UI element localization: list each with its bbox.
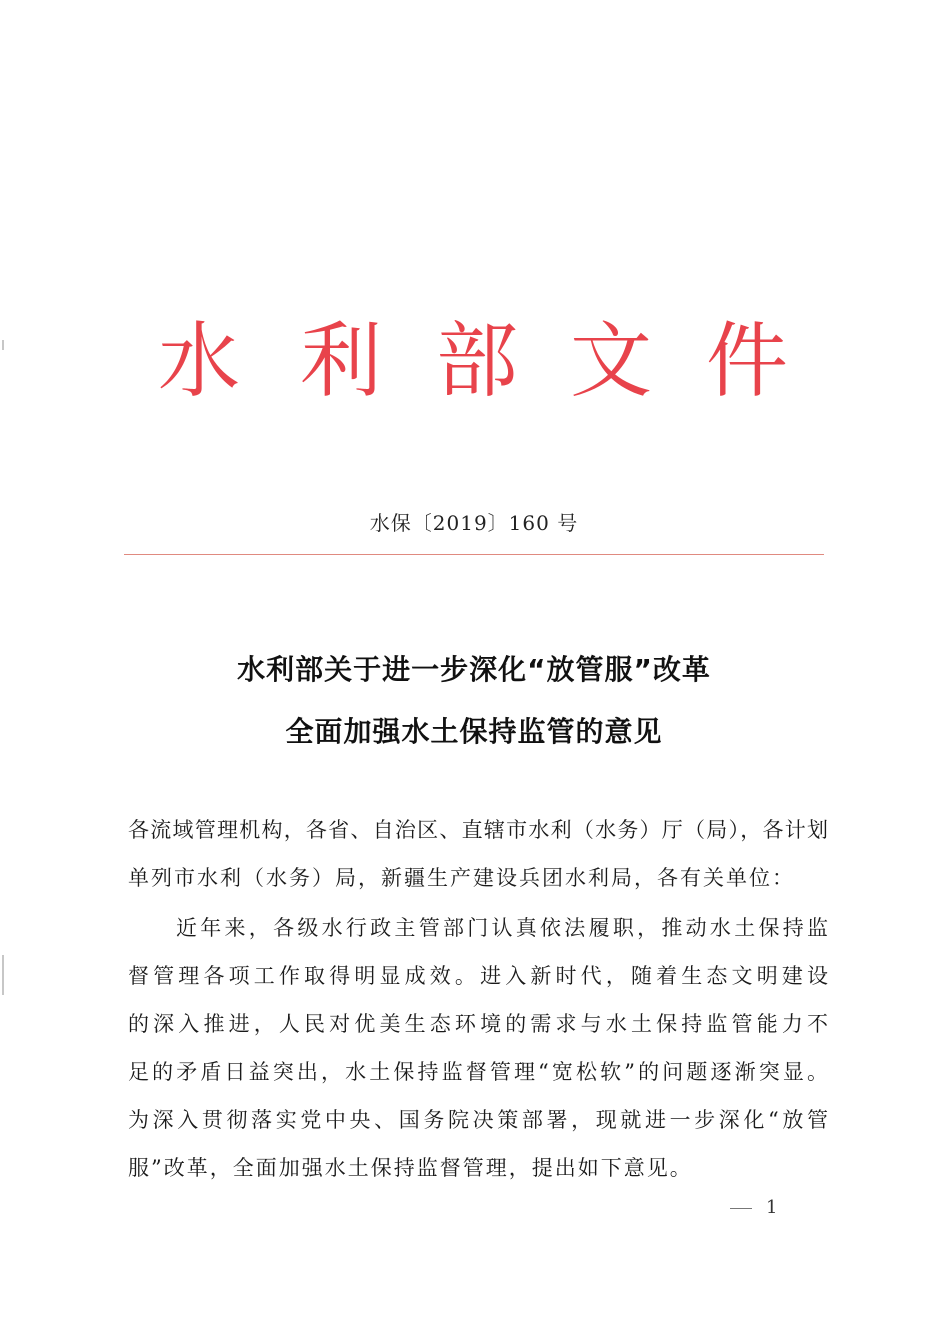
- addressee-line: 单列市水利（水务）局，新疆生产建设兵团水利局，各有关单位：: [128, 866, 795, 890]
- document-title-line-1: 水利部关于进一步深化“放管服”改革: [237, 653, 711, 686]
- addressee-line: 各流域管理机构，各省、自治区、直辖市水利（水务）厅（局），各计划: [128, 818, 828, 842]
- page-number-dash: [730, 1208, 752, 1209]
- document-title-line-2: 全面加强水土保持监管的意见: [285, 715, 663, 748]
- scan-margin-mark: [2, 955, 4, 995]
- masthead-char: 部: [436, 314, 519, 409]
- page-number-value: 1: [766, 1197, 778, 1218]
- masthead-char: 件: [706, 314, 789, 409]
- masthead-char: 水: [158, 314, 241, 409]
- paragraph-line: 为深入贯彻落实党中央、国务院决策部署，现就进一步深化“放管: [128, 1108, 828, 1132]
- masthead-char: 利: [300, 314, 383, 409]
- scan-margin-mark: [2, 340, 4, 350]
- paragraph-line: 近年来，各级水行政主管部门认真依法履职，推动水土保持监: [176, 916, 828, 940]
- document-number: 水保〔2019〕160 号: [369, 511, 579, 535]
- page-number: [730, 1196, 777, 1220]
- paragraph-line: 足的矛盾日益突出，水土保持监督管理“宽松软”的问题逐渐突显。: [128, 1060, 828, 1084]
- paragraph-line: 服”改革，全面加强水土保持监督管理，提出如下意见。: [128, 1156, 693, 1180]
- red-divider: [124, 554, 824, 555]
- masthead: [0, 312, 948, 412]
- paragraph-line: 督管理各项工作取得明显成效。进入新时代，随着生态文明建设: [128, 964, 828, 988]
- paragraph-line: 的深入推进，人民对优美生态环境的需求与水土保持监管能力不: [128, 1012, 828, 1036]
- masthead-char: 文: [570, 314, 653, 409]
